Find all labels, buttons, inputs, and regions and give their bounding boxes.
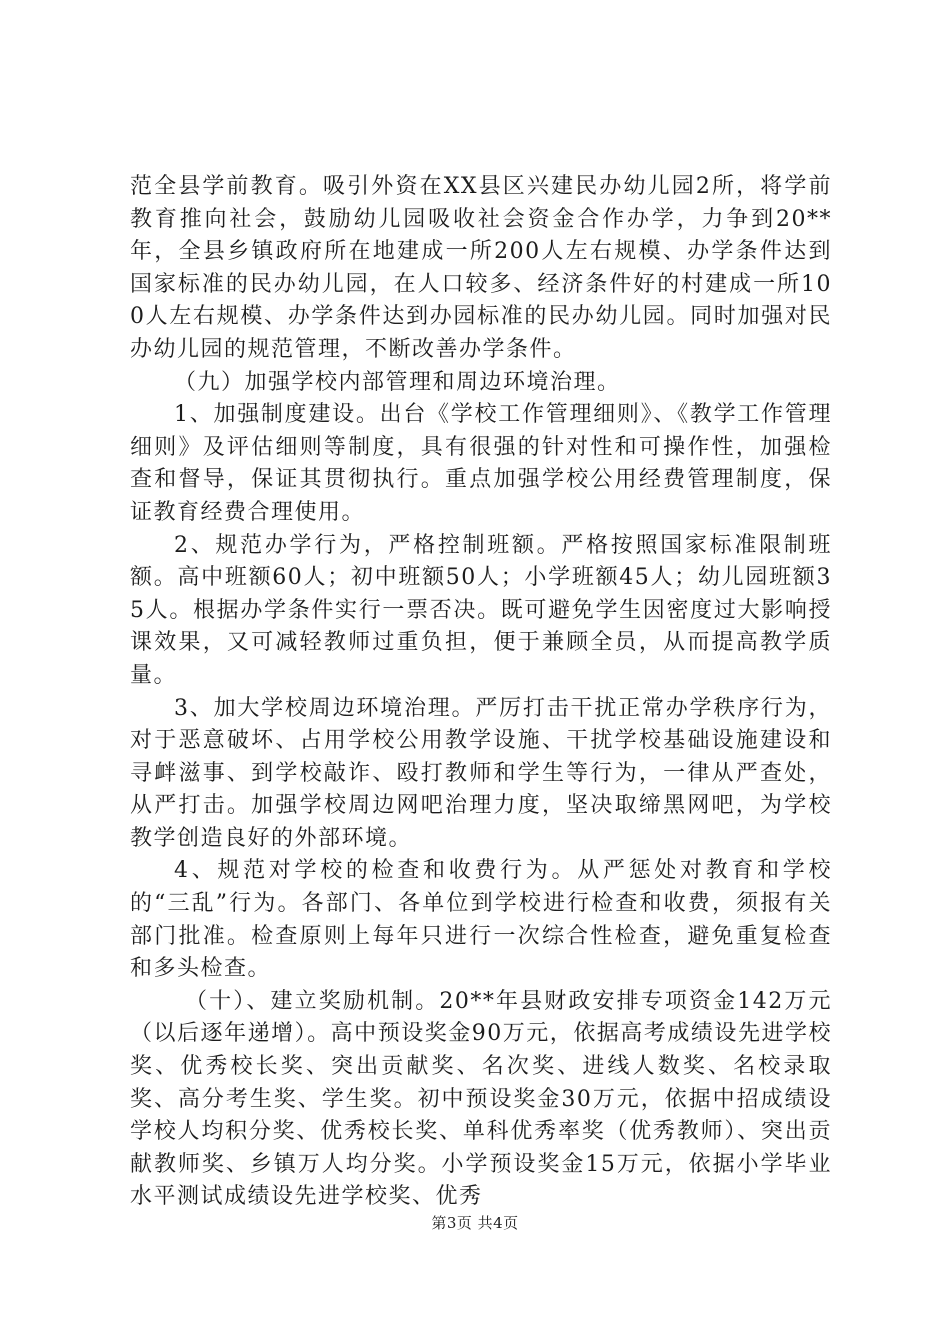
paragraph-item-3: 3、加大学校周边环境治理。严厉打击干扰正常办学秩序行为，对于恶意破坏、占用学校公用教学设施、干扰学校基础设施建设和寻衅滋事、到学校敲诈、殴打教师和学生等行为，一律从严查处，从严打击。加强学校周边网吧治理力度，坚决取缔黑网吧，为学校教学创造良好的外部环境。 — [130, 695, 832, 851]
paragraph-item-4: 4、规范对学校的检查和收费行为。从严惩处对教育和学校的“三乱”行为。各部门、各单位到学校进行检查和收费，须报有关部门批准。检查原则上每年只进行一次综合性检查，避免重复检查和多头检查。 — [130, 858, 832, 982]
paragraph-item-1: 1、加强制度建设。出台《学校工作管理细则》、《教学工作管理细则》及评估细则等制度，具有很强的针对性和可操作性，加强检查和督导，保证其贯彻执行。重点加强学校公用经费管理制度，保证教育经费合理使用。 — [130, 402, 832, 525]
section-heading-nine: （九）加强学校内部管理和周边环境治理。 — [174, 369, 621, 395]
paragraph-item-2: 2、规范办学行为，严格控制班额。严格按照国家标准限制班额。高中班额60人；初中班额50人；小学班额45人；幼儿园班额35人。根据办学条件实行一票否决。既可避免学生因密度过大影响授课效果，又可减轻教师过重负担，便于兼顾全员，从而提高教学质量。 — [130, 532, 832, 688]
document-body — [130, 171, 832, 1214]
page-number-footer: 第3页 共4页 — [431, 1214, 519, 1232]
section-ten-reward-mechanism: （十）、建立奖励机制。20**年县财政安排专项资金142万元（以后逐年递增）。高中预设奖金90万元，依据高考成绩设先进学校奖、优秀校长奖、突出贡献奖、名次奖、进线人数奖、名校录取奖、高分考生奖、学生奖。初中预设奖金30万元，依据中招成绩设学校人均积分奖、优秀校长奖、单科优秀率奖（优秀教师）、突出贡献教师奖、乡镇万人均分奖。小学预设奖金15万元，依据小学毕业水平测试成绩设先进学校奖、优秀 — [130, 988, 832, 1210]
paragraph-preschool-continuation: 范全县学前教育。吸引外资在XX县区兴建民办幼儿园2所，将学前教育推向社会，鼓励幼儿园吸收社会资金合作办学，力争到20**年，全县乡镇政府所在地建成一所200人左右规模、办学条件达到国家标准的民办幼儿园，在人口较多、经济条件好的村建成一所100人左右规模、办学条件达到办园标准的民办幼儿园。同时加强对民办幼儿园的规范管理，不断改善办学条件。 — [130, 174, 832, 362]
